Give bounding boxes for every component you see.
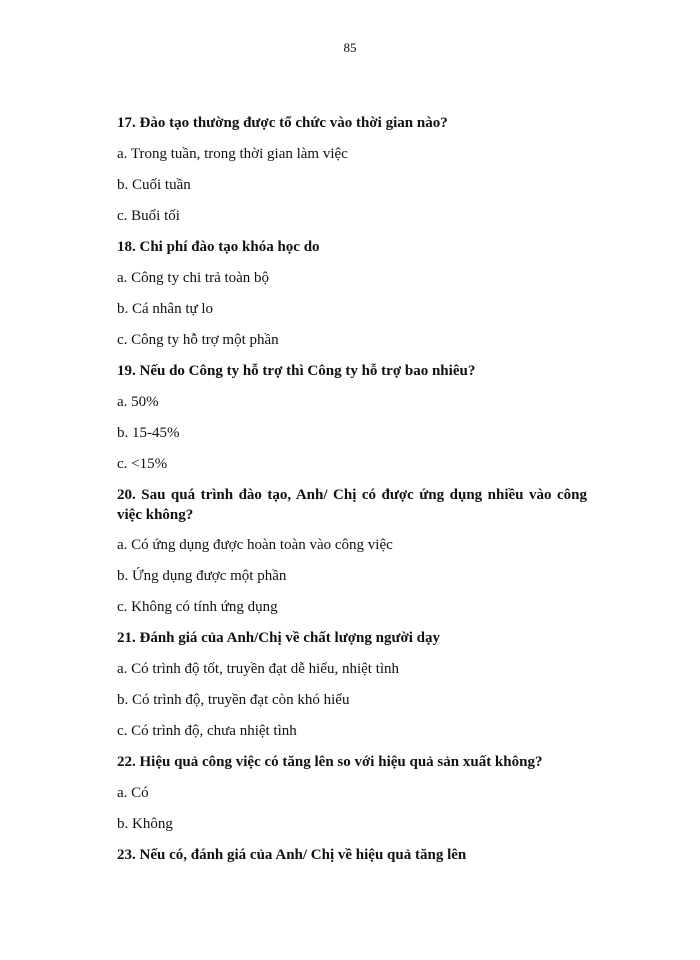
q22-option-a: a. Có [117,785,149,801]
question-20: 20. Sau quá trình đào tạo, Anh/ Chị có được ứng dụng nhiều vào công việc không? [117,487,587,523]
question-23: 23. Nếu có, đánh giá của Anh/ Chị về hiệu quả tăng lên [117,847,467,863]
q17-option-a: a. Trong tuần, trong thời gian làm việc [117,146,348,162]
q19-option-c: c. <15% [117,456,168,472]
page-number: 85 [343,40,357,55]
q21-option-a: a. Có trình độ tốt, truyền đạt dễ hiểu, nhiệt tình [117,661,400,677]
q22-option-b: b. Không [117,816,173,832]
q19-option-a: a. 50% [117,394,159,410]
q17-option-c: c. Buổi tối [117,208,180,224]
question-18: 18. Chi phí đào tạo khóa học do [117,239,320,255]
question-17: 17. Đào tạo thường được tổ chức vào thời gian nào? [117,115,448,131]
q19-option-b: b. 15-45% [117,425,180,441]
q20-option-c: c. Không có tính ứng dụng [117,599,278,615]
q17-option-b: b. Cuối tuần [117,177,191,193]
q18-option-a: a. Công ty chi trả toàn bộ [117,270,270,286]
q21-option-c: c. Có trình độ, chưa nhiệt tình [117,723,297,739]
q18-option-b: b. Cá nhân tự lo [117,301,214,317]
q21-option-b: b. Có trình độ, truyền đạt còn khó hiểu [117,692,350,708]
q20-option-b: b. Ứng dụng được một phần [117,568,287,584]
question-22: 22. Hiệu quả công việc có tăng lên so với hiệu quả sản xuất không? [117,754,543,770]
question-19: 19. Nếu do Công ty hỗ trợ thì Công ty hỗ trợ bao nhiêu? [117,363,476,379]
q20-option-a: a. Có ứng dụng được hoàn toàn vào công việc [117,537,393,553]
question-21: 21. Đánh giá của Anh/Chị về chất lượng người dạy [117,630,441,646]
q18-option-c: c. Công ty hỗ trợ một phần [117,332,279,348]
